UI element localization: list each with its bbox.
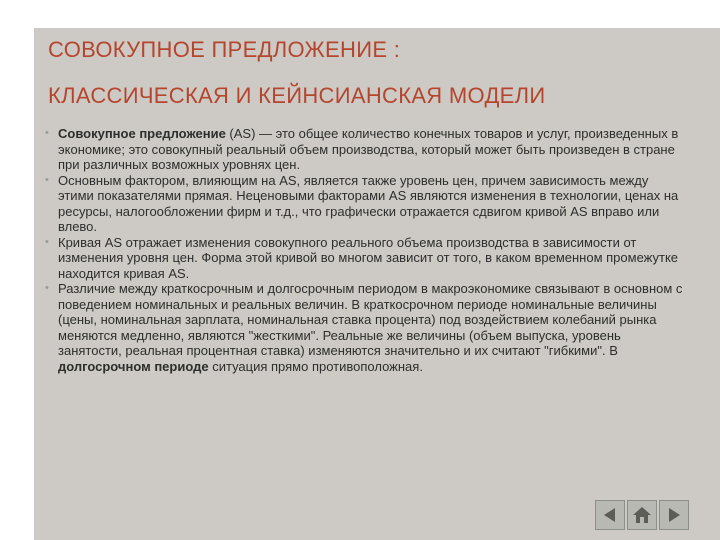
- list-item-text: Основным фактором, влияющим на AS, является также уровень цен, причем зависимость между этими показателями прямая. Неценовыми факторами AS являются изменения в технологии, ценах на ресурсы, налогообложении фирм и т.д., что графически отражается сдвигом кривой AS вправо или влево.: [58, 172, 679, 234]
- next-slide-button[interactable]: [659, 500, 689, 530]
- bullet-glyph: •: [45, 127, 49, 139]
- list-item: [45, 126, 683, 173]
- bullet-glyph: •: [45, 173, 49, 186]
- title-line-2: КЛАССИЧЕСКАЯ И КЕЙНСИАНСКАЯ МОДЕЛИ: [48, 83, 546, 108]
- triangle-left-icon: [600, 505, 620, 525]
- title-line-1: СОВОКУПНОЕ ПРЕДЛОЖЕНИЕ :: [48, 37, 401, 62]
- list-item-text-after: ситуация прямо противоположная.: [208, 358, 423, 374]
- bold-lead: Совокупное предложение: [58, 126, 226, 141]
- home-icon: [631, 505, 653, 525]
- triangle-right-icon: [664, 505, 684, 525]
- bullet-glyph: •: [45, 282, 49, 294]
- list-item-text: (AS) — это общее количество конечных товаров и услуг, произведенных в экономике; это совокупный реальный объем производства, который может быть произведен в стране при различных возможных уровнях цен.: [58, 126, 679, 172]
- bullet-list: [45, 126, 683, 374]
- list-item-text: Различие между краткосрочным и долгосрочным периодом в макроэкономике связывают в основном с поведением номинальных и реальных величин. В краткосрочном периоде номинальные величины (цены, номинальная зарплата, номинальная ставка процента) под воздействием колебаний рынка меняются медленно, являются "жесткими". Реальные же величины (объем выпуска, уровень занятости, реальная процентная ставка) изменяются значительно и их считают "гибкими". В: [58, 281, 683, 358]
- list-item: [45, 281, 683, 374]
- top-band: [0, 0, 720, 28]
- home-button[interactable]: [627, 500, 657, 530]
- bold-tail: долгосрочном периоде: [58, 358, 209, 374]
- bullet-glyph: •: [45, 235, 49, 248]
- prev-slide-button[interactable]: [595, 500, 625, 530]
- slide-title: [48, 34, 708, 112]
- slide-navigation: [595, 500, 689, 532]
- list-item: [45, 172, 683, 235]
- list-item-text: Кривая AS отражает изменения совокупного реального объема производства в зависимости от изменения уровня цен. Форма этой кривой во многом зависит от того, в каком временном промежутке находится кривая AS.: [58, 234, 679, 281]
- list-item: [45, 234, 683, 282]
